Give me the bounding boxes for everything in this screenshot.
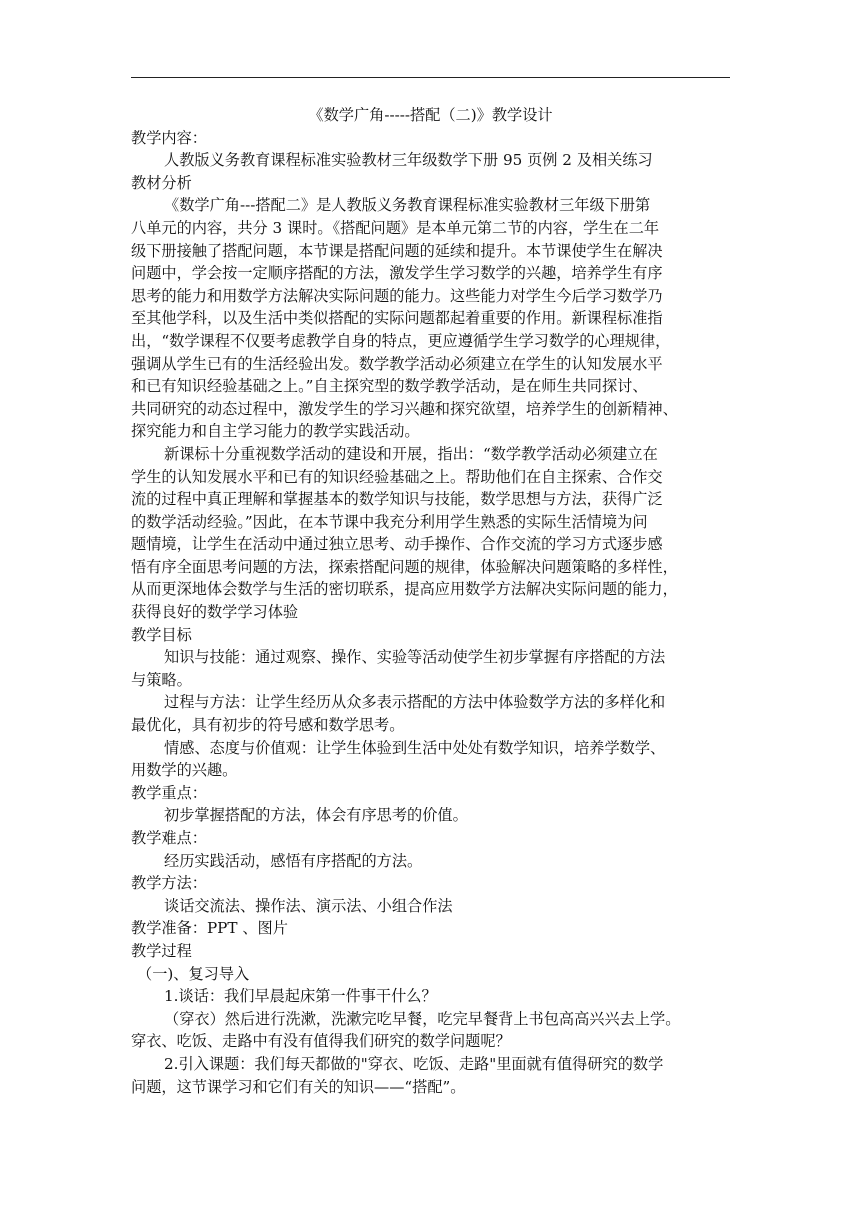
text-line: 问题中，学会按一定顺序搭配的方法，激发学生学习数学的兴趣，培养学生有序	[131, 264, 663, 283]
text-line: 谈话交流法、操作法、演示法、小组合作法	[164, 896, 453, 915]
text-line: 1.谈话：我们早晨起床第一件事干什么？	[164, 987, 437, 1006]
text-line: （一)、复习导入	[137, 964, 250, 983]
document-body	[131, 104, 730, 1098]
text-line: 流的过程中真正理解和掌握基本的数学知识与技能，数学思想与方法，获得广泛	[131, 490, 663, 509]
text-line: 《数学广角---搭配二》是人教版义务教育课程标准实验教材三年级下册第	[164, 196, 651, 215]
text-line: 知识与技能：通过观察、操作、实验等活动使学生初步掌握有序搭配的方法	[164, 648, 666, 667]
text-line: （穿衣）然后进行洗漱，洗漱完吃早餐，吃完早餐背上书包高高兴兴去上学。	[164, 1009, 681, 1028]
text-line: 从而更深地体会数学与生活的密切联系，提高应用数学方法解决实际问题的能力，	[131, 580, 678, 599]
header-rule	[131, 77, 730, 78]
text-line: 人教版义务教育课程标准实验教材三年级数学下册 95 页例 2 及相关练习	[164, 151, 653, 170]
section-heading: 教学目标	[131, 625, 192, 644]
text-line: 至其他学科，以及生活中类似搭配的实际问题都起着重要的作用。新课程标准指	[131, 309, 663, 328]
text-line: 的数学活动经验。”因此，在本节课中我充分利用学生熟悉的实际生活情境为问	[131, 512, 648, 531]
text-line: 出，“数学课程不仅要考虑教学自身的特点，更应遵循学生学习数学的心理规律，	[131, 331, 671, 350]
text-line: 情感、态度与价值观：让学生体验到生活中处处有数学知识，培养学数学、	[164, 738, 666, 757]
text-line: 穿衣、吃饭、走路中有没有值得我们研究的数学问题呢？	[131, 1032, 511, 1051]
text-line: 最优化，具有初步的符号感和数学思考。	[131, 716, 405, 735]
text-line: 题情境，让学生在活动中通过独立思考、动手操作、合作交流的学习方式逐步感	[131, 535, 663, 554]
section-heading: 教学重点：	[131, 783, 207, 802]
text-line: 八单元的内容，共分 3 课时。《搭配问题》是本单元第二节的内容，学生在二年	[131, 218, 660, 237]
text-line: 经历实践活动，感悟有序搭配的方法。	[164, 851, 423, 870]
section-heading: 教学难点：	[131, 829, 207, 847]
section-heading: 教学过程	[131, 941, 192, 960]
text-line: 获得良好的数学学习体验	[131, 603, 299, 622]
text-line: 初步掌握搭配的方法，体会有序思考的价值。	[164, 806, 468, 825]
text-line: 思考的能力和用数学方法解决实际问题的能力。这些能力对学生今后学习数学乃	[131, 286, 663, 305]
text-line: 新课标十分重视数学活动的建设和开展，指出：“数学教学活动必须建立在	[164, 444, 658, 463]
text-line: 2.引入课题：我们每天都做的"穿衣、吃饭、走路"里面就有值得研究的数学	[164, 1054, 664, 1073]
text-line: 与策略。	[131, 670, 192, 689]
text-line: 强调从学生已有的生活经验出发。数学教学活动必须建立在学生的认知发展水平	[131, 354, 663, 373]
text-line: 和已有知识经验基础之上。”自主探究型的数学教学活动，是在师生共同探讨、	[131, 377, 648, 396]
text-line: 过程与方法：让学生经历从众多表示搭配的方法中体验数学方法的多样化和	[164, 693, 666, 712]
text-line: 悟有序全面思考问题的方法，探索搭配问题的规律，体验解决问题策略的多样性，	[131, 557, 678, 576]
text-line: 用数学的兴趣。	[131, 761, 238, 780]
section-heading: 教学准备：PPT 、图片	[131, 919, 288, 938]
section-heading: 教学方法：	[131, 874, 207, 893]
text-line: 级下册接触了搭配问题，本节课是搭配问题的延续和提升。本节课使学生在解决	[131, 241, 663, 260]
text-line: 共同研究的动态过程中，激发学生的学习兴趣和探究欲望，培养学生的创新精神、	[131, 399, 678, 418]
text-line: 探究能力和自主学习能力的教学实践活动。	[131, 422, 420, 441]
document-title: 《数学广角-----搭配（二)》教学设计	[308, 106, 553, 124]
section-heading: 教学内容：	[131, 128, 207, 147]
text-line: 学生的认知发展水平和已有的知识经验基础之上。帮助他们在自主探索、合作交	[131, 467, 663, 486]
text-line: 问题，这节课学习和它们有关的知识——“搭配”。	[131, 1077, 466, 1096]
section-heading: 教材分析	[131, 173, 192, 192]
